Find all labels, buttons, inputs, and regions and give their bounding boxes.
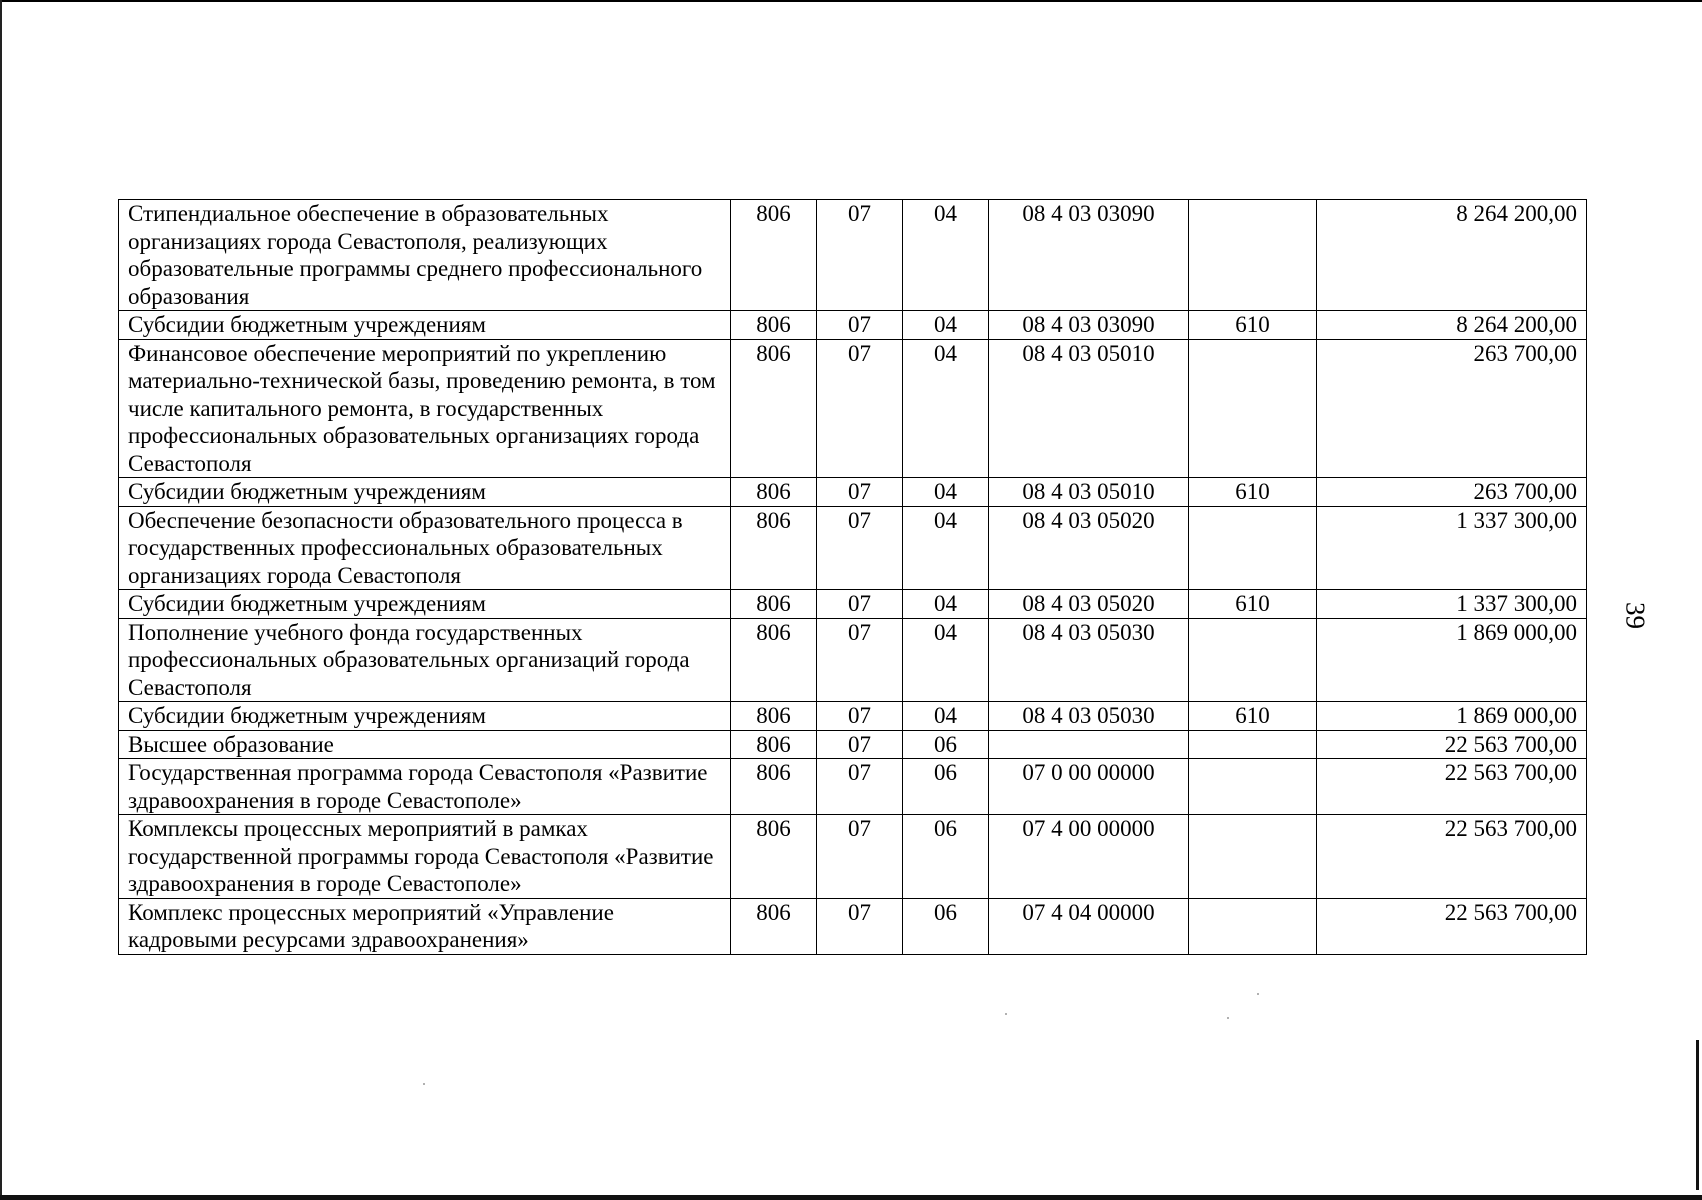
table-row bbox=[119, 311, 1587, 340]
row-rz: 07 bbox=[817, 702, 903, 731]
row-sum: 1 337 300,00 bbox=[1317, 590, 1587, 619]
row-name: Финансовое обеспечение мероприятий по укреплению материально-технической базы, проведению ремонта, в том числе капитального ремонта, в государственных профессиональных образовательных организациях города Севастополя bbox=[119, 339, 731, 478]
row-grbs: 806 bbox=[731, 590, 817, 619]
row-name: Субсидии бюджетным учреждениям bbox=[119, 311, 731, 340]
row-grbs: 806 bbox=[731, 339, 817, 478]
row-grbs: 806 bbox=[731, 702, 817, 731]
table-row bbox=[119, 730, 1587, 759]
row-grbs: 806 bbox=[731, 759, 817, 815]
row-csr: 08 4 03 03090 bbox=[989, 200, 1189, 311]
row-name: Субсидии бюджетным учреждениям bbox=[119, 702, 731, 731]
table-row bbox=[119, 618, 1587, 702]
row-rz: 07 bbox=[817, 898, 903, 954]
scan-speck bbox=[1005, 1013, 1007, 1015]
row-rz: 07 bbox=[817, 200, 903, 311]
row-csr bbox=[989, 730, 1189, 759]
table-row bbox=[119, 702, 1587, 731]
row-rz: 07 bbox=[817, 618, 903, 702]
row-vr bbox=[1189, 730, 1317, 759]
row-rz: 07 bbox=[817, 815, 903, 899]
row-sum: 263 700,00 bbox=[1317, 339, 1587, 478]
row-csr: 07 4 00 00000 bbox=[989, 815, 1189, 899]
row-sum: 22 563 700,00 bbox=[1317, 730, 1587, 759]
row-rz: 07 bbox=[817, 730, 903, 759]
row-sum: 22 563 700,00 bbox=[1317, 815, 1587, 899]
row-name: Субсидии бюджетным учреждениям bbox=[119, 590, 731, 619]
scan-speck bbox=[423, 1083, 425, 1085]
row-rz: 07 bbox=[817, 759, 903, 815]
table-row bbox=[119, 200, 1587, 311]
table-row bbox=[119, 339, 1587, 478]
scan-speck bbox=[1257, 993, 1259, 995]
row-name: Государственная программа города Севастополя «Развитие здравоохранения в городе Севастополе» bbox=[119, 759, 731, 815]
row-vr bbox=[1189, 898, 1317, 954]
table-row bbox=[119, 506, 1587, 590]
row-name: Обеспечение безопасности образовательного процесса в государственных профессиональных образовательных организациях города Севастополя bbox=[119, 506, 731, 590]
row-pr: 04 bbox=[903, 478, 989, 507]
row-rz: 07 bbox=[817, 478, 903, 507]
page-border-top bbox=[0, 0, 1702, 2]
page-border-bottom bbox=[0, 1195, 1702, 1200]
row-vr bbox=[1189, 618, 1317, 702]
row-vr bbox=[1189, 339, 1317, 478]
row-csr: 07 0 00 00000 bbox=[989, 759, 1189, 815]
row-csr: 07 4 04 00000 bbox=[989, 898, 1189, 954]
page-border-left bbox=[0, 0, 2, 1200]
row-csr: 08 4 03 05020 bbox=[989, 506, 1189, 590]
row-pr: 06 bbox=[903, 815, 989, 899]
row-vr bbox=[1189, 815, 1317, 899]
row-name: Комплекс процессных мероприятий «Управление кадровыми ресурсами здравоохранения» bbox=[119, 898, 731, 954]
row-grbs: 806 bbox=[731, 311, 817, 340]
table-row bbox=[119, 898, 1587, 954]
budget-table bbox=[118, 199, 1587, 955]
row-sum: 1 869 000,00 bbox=[1317, 702, 1587, 731]
row-pr: 06 bbox=[903, 730, 989, 759]
table-row bbox=[119, 815, 1587, 899]
table-row bbox=[119, 590, 1587, 619]
row-vr: 610 bbox=[1189, 478, 1317, 507]
row-name: Пополнение учебного фонда государственных профессиональных образовательных организаций города Севастополя bbox=[119, 618, 731, 702]
row-sum: 263 700,00 bbox=[1317, 478, 1587, 507]
row-grbs: 806 bbox=[731, 898, 817, 954]
row-name: Стипендиальное обеспечение в образовательных организациях города Севастополя, реализующих образовательные программы среднего профессионального образования bbox=[119, 200, 731, 311]
row-rz: 07 bbox=[817, 506, 903, 590]
row-sum: 8 264 200,00 bbox=[1317, 311, 1587, 340]
row-name: Высшее образование bbox=[119, 730, 731, 759]
page-border-right-mark bbox=[1696, 1040, 1699, 1190]
row-pr: 04 bbox=[903, 618, 989, 702]
scan-speck bbox=[1227, 1017, 1229, 1019]
row-sum: 22 563 700,00 bbox=[1317, 898, 1587, 954]
row-csr: 08 4 03 05010 bbox=[989, 339, 1189, 478]
row-rz: 07 bbox=[817, 590, 903, 619]
row-vr bbox=[1189, 200, 1317, 311]
table-body bbox=[119, 200, 1587, 955]
row-pr: 06 bbox=[903, 898, 989, 954]
row-pr: 04 bbox=[903, 311, 989, 340]
row-sum: 8 264 200,00 bbox=[1317, 200, 1587, 311]
row-csr: 08 4 03 05030 bbox=[989, 702, 1189, 731]
row-rz: 07 bbox=[817, 339, 903, 478]
row-vr: 610 bbox=[1189, 590, 1317, 619]
row-grbs: 806 bbox=[731, 730, 817, 759]
row-rz: 07 bbox=[817, 311, 903, 340]
row-grbs: 806 bbox=[731, 815, 817, 899]
row-pr: 04 bbox=[903, 339, 989, 478]
row-name: Комплексы процессных мероприятий в рамках государственной программы города Севастополя «Развитие здравоохранения в городе Севастополе» bbox=[119, 815, 731, 899]
row-csr: 08 4 03 05020 bbox=[989, 590, 1189, 619]
row-csr: 08 4 03 05010 bbox=[989, 478, 1189, 507]
row-pr: 04 bbox=[903, 506, 989, 590]
row-grbs: 806 bbox=[731, 506, 817, 590]
row-sum: 1 337 300,00 bbox=[1317, 506, 1587, 590]
row-csr: 08 4 03 03090 bbox=[989, 311, 1189, 340]
row-grbs: 806 bbox=[731, 618, 817, 702]
row-sum: 1 869 000,00 bbox=[1317, 618, 1587, 702]
row-pr: 04 bbox=[903, 702, 989, 731]
row-vr bbox=[1189, 759, 1317, 815]
row-csr: 08 4 03 05030 bbox=[989, 618, 1189, 702]
row-name: Субсидии бюджетным учреждениям bbox=[119, 478, 731, 507]
row-pr: 04 bbox=[903, 590, 989, 619]
row-vr: 610 bbox=[1189, 311, 1317, 340]
row-sum: 22 563 700,00 bbox=[1317, 759, 1587, 815]
row-pr: 06 bbox=[903, 759, 989, 815]
row-vr bbox=[1189, 506, 1317, 590]
table-row bbox=[119, 478, 1587, 507]
row-pr: 04 bbox=[903, 200, 989, 311]
row-grbs: 806 bbox=[731, 200, 817, 311]
row-grbs: 806 bbox=[731, 478, 817, 507]
row-vr: 610 bbox=[1189, 702, 1317, 731]
table-row bbox=[119, 759, 1587, 815]
page-number: 39 bbox=[1620, 602, 1651, 629]
